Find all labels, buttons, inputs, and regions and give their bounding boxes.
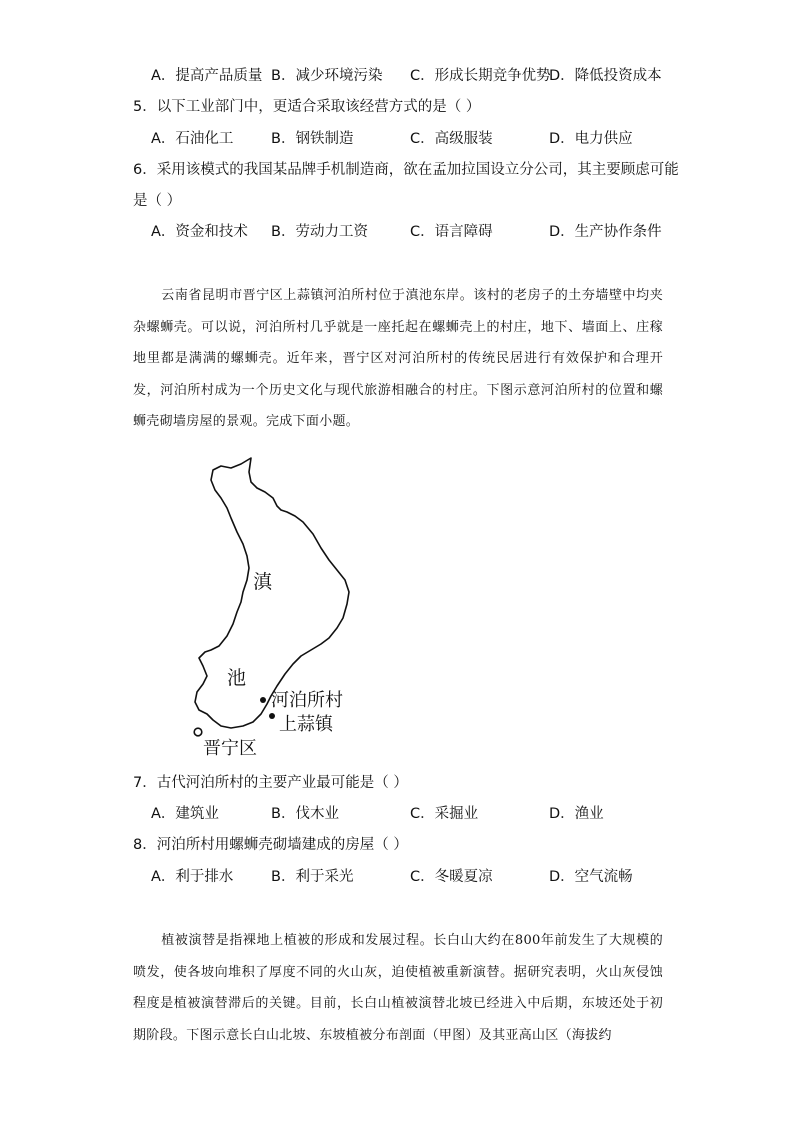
- jinning-district-marker: [194, 728, 202, 736]
- q8-option-d: D．空气流畅: [549, 869, 633, 885]
- map-label-jinning: 晋宁区: [203, 738, 257, 759]
- q5-option-a: A．石油化工: [151, 131, 234, 147]
- q5-option-c: C．高级服装: [410, 131, 493, 147]
- map-label-shangsuan: 上蒜镇: [279, 714, 333, 735]
- q7-option-a: A．建筑业: [151, 806, 219, 822]
- q8-stem: 8．河泊所村用螺蛳壳砌墙建成的房屋（ ）: [133, 837, 408, 853]
- map-label-dian: 滇: [253, 571, 273, 593]
- passage-hebosuo: [133, 280, 663, 438]
- map-label-hebosuo: 河泊所村: [271, 690, 343, 711]
- q4-option-b: B．减少环境污染: [271, 68, 383, 84]
- q6-stem-line2: 是（ ）: [133, 193, 182, 209]
- q5-stem: 5．以下工业部门中，更适合采取该经营方式的是（ ）: [133, 99, 481, 115]
- q7-option-d: D．渔业: [549, 806, 604, 822]
- passage-changbaishan-text: 植被演替是指裸地上植被的形成和发展过程。长白山大约在800年前发生了大规模的喷发，使各坡向堆积了厚度不同的火山灰，迫使植被重新演替。据研究表明，火山灰侵蚀程度是植被演替滞后的关键。目前，长白山植被演替北坡已经进入中后期，东坡还处于初期阶段。下图示意长白山北坡、东坡植被分布剖面（甲图）及其亚高山区（海拔约: [133, 933, 663, 1043]
- q4-option-c: C．形成长期竞争优势: [410, 68, 551, 84]
- q6-stem-line1: 6．采用该模式的我国某品牌手机制造商，欲在孟加拉国设立分公司，其主要顾虑可能: [133, 162, 679, 178]
- q7-stem: 7．古代河泊所村的主要产业最可能是（ ）: [133, 775, 408, 791]
- dianchi-lake-outline: [195, 458, 349, 728]
- q4-option-d: D．降低投资成本: [549, 68, 662, 84]
- q7-option-c: C．采掘业: [410, 806, 479, 822]
- passage-hebosuo-text: 云南省昆明市晋宁区上蒜镇河泊所村位于滇池东岸。该村的老房子的土夯墙壁中均夹杂螺蛳壳。可以说，河泊所村几乎就是一座托起在螺蛳壳上的村庄，地下、墙面上、庄稼地里都是满满的螺蛳壳。近年来，晋宁区对河泊所村的传统民居进行有效保护和合理开发，河泊所村成为一个历史文化与现代旅游相融合的村庄。下图示意河泊所村的位置和螺蛳壳砌墙房屋的景观。完成下面小题。: [133, 288, 663, 429]
- passage-changbaishan: [133, 925, 663, 1051]
- shangsuan-town-dot: [269, 713, 275, 719]
- q8-option-a: A．利于排水: [151, 869, 234, 885]
- q6-option-d: D．生产协作条件: [549, 224, 662, 240]
- q4-option-a: A．提高产品质量: [151, 68, 263, 84]
- q6-option-a: A．资金和技术: [151, 224, 248, 240]
- q6-option-c: C．语言障碍: [410, 224, 493, 240]
- map-label-chi: 池: [227, 667, 247, 689]
- hebosuo-village-dot: [260, 697, 266, 703]
- q6-option-b: B．劳动力工资: [271, 224, 368, 240]
- q5-option-d: D．电力供应: [549, 131, 633, 147]
- dianchi-map: [185, 452, 385, 762]
- q7-option-b: B．伐木业: [271, 806, 339, 822]
- q5-option-b: B．钢铁制造: [271, 131, 354, 147]
- q8-option-b: B．利于采光: [271, 869, 354, 885]
- q8-option-c: C．冬暖夏凉: [410, 869, 493, 885]
